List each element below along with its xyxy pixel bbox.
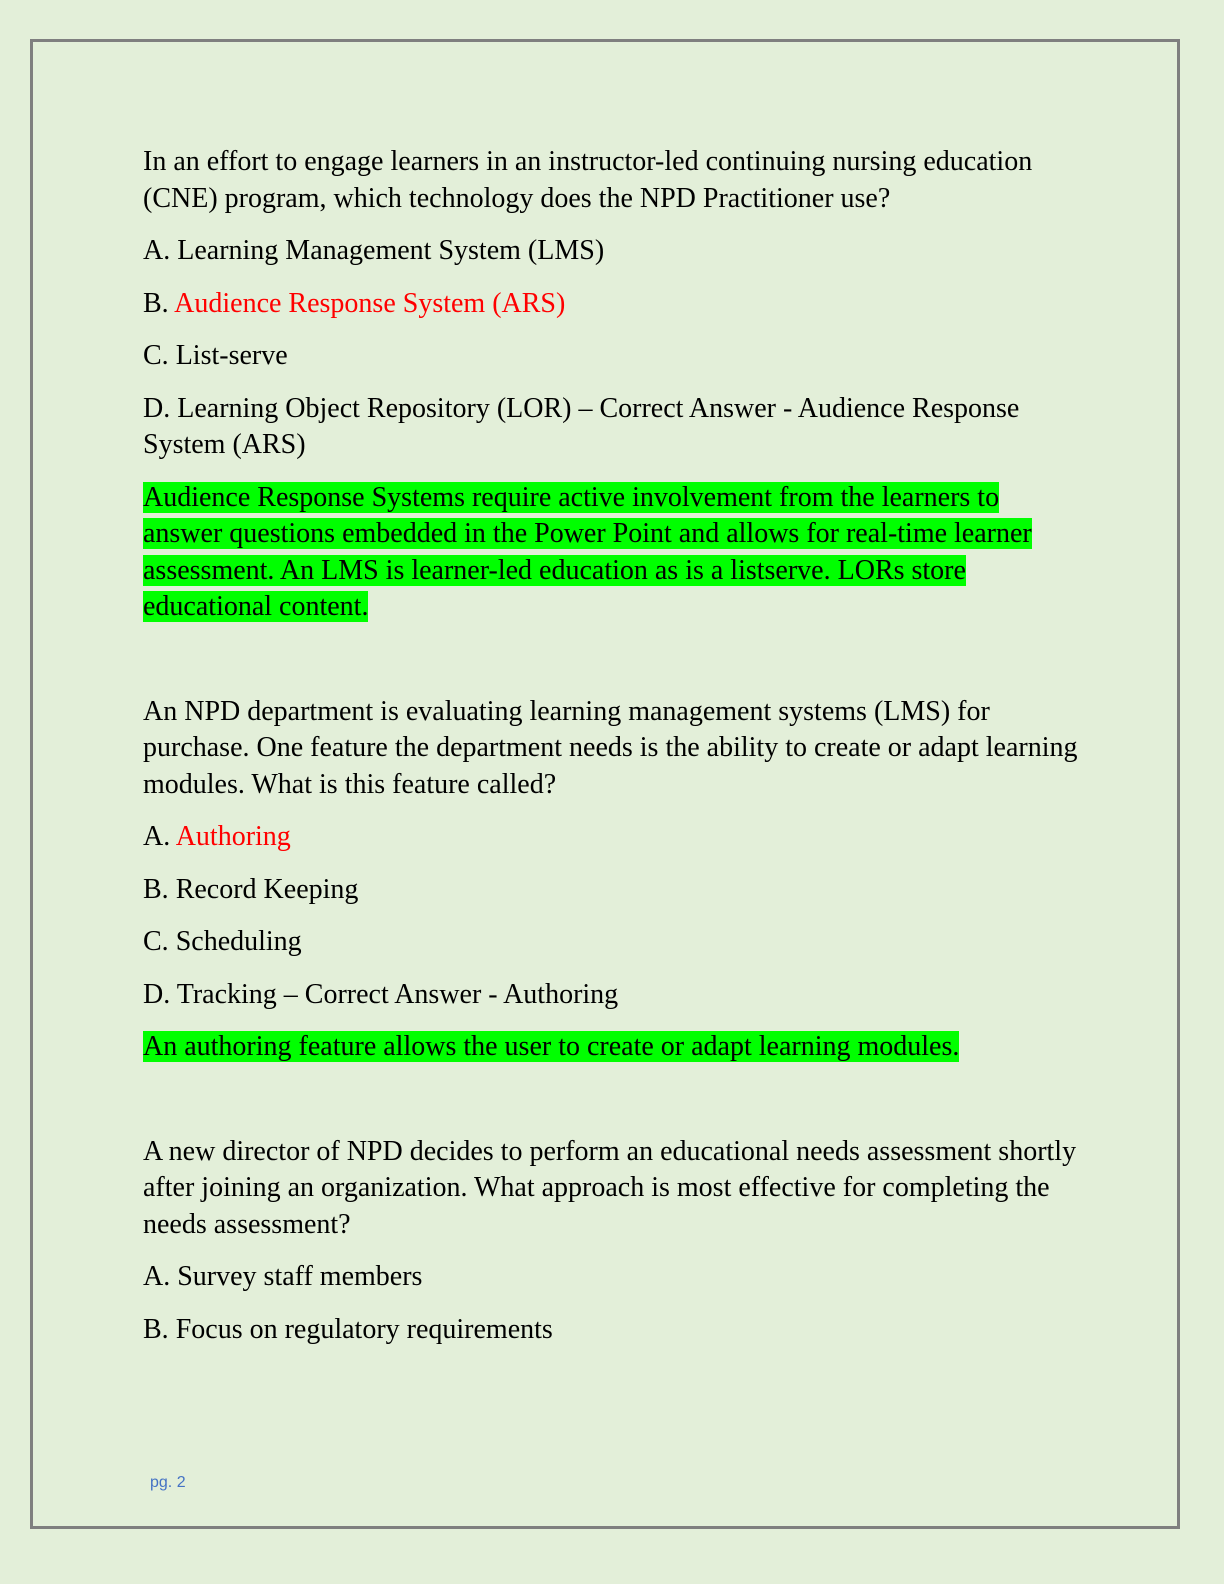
- option-text: Record Keeping: [175, 873, 359, 905]
- option-text: Survey staff members: [177, 1261, 423, 1292]
- page-number: pg. 2: [150, 1474, 186, 1491]
- option-text: Scheduling: [175, 926, 302, 957]
- option-text: Learning Object Repository (LOR) – Correct Answer - Audience Response System (ARS): [143, 392, 1020, 460]
- option-a: [143, 233, 1083, 270]
- spacer: [143, 642, 1083, 694]
- rationale-highlight: An authoring feature allows the user to create or adapt learning modules.: [143, 1031, 960, 1062]
- option-prefix: A.: [143, 235, 178, 266]
- rationale: [143, 480, 1083, 626]
- question-block-2: [143, 694, 1083, 1066]
- option-prefix: B.: [143, 1313, 176, 1345]
- option-text: List-serve: [175, 340, 288, 371]
- question-block-1: [143, 144, 1083, 626]
- question-stem: An NPD department is evaluating learning management systems (LMS) for purchase. One feature the department needs is the ability to create or adapt learning modules. What is this feature called?: [143, 695, 1078, 800]
- option-prefix: C.: [143, 926, 176, 957]
- option-text: Tracking – Correct Answer - Authoring: [176, 978, 619, 1010]
- question-stem: A new director of NPD decides to perform an educational needs assessment shortly after joining an organization. What approach is most effective for completing the needs assessment?: [143, 1135, 1077, 1240]
- document-content: [143, 144, 1083, 1364]
- option-prefix: C.: [143, 340, 176, 371]
- option-a: [143, 1259, 1083, 1296]
- option-prefix: D.: [143, 392, 178, 424]
- option-d: [143, 977, 1083, 1014]
- option-prefix: A.: [143, 821, 176, 852]
- option-b: [143, 872, 1083, 909]
- option-c: [143, 338, 1083, 375]
- option-c: [143, 924, 1083, 961]
- correct-option-text: Audience Response System (ARS): [174, 287, 566, 319]
- rationale-highlight: Audience Response Systems require active involvement from the learners to answer questions embedded in the Power Point and allows for real-time learner assessment. An LMS is learner-led education as is a listserve. LORs store educational content.: [143, 481, 1032, 622]
- correct-option-text: Authoring: [175, 821, 291, 852]
- option-d: [143, 391, 1083, 464]
- option-prefix: A.: [143, 1261, 178, 1292]
- option-prefix: B.: [143, 287, 175, 319]
- question-stem: In an effort to engage learners in an instructor-led continuing nursing education (CNE) program, which technology does the NPD Practitioner use?: [143, 146, 1033, 214]
- spacer: [143, 1082, 1083, 1134]
- rationale: [143, 1029, 1083, 1066]
- option-text: Focus on regulatory requirements: [175, 1313, 553, 1345]
- option-b: [143, 1312, 1083, 1349]
- question-block-3: [143, 1134, 1083, 1349]
- option-prefix: D.: [143, 978, 177, 1010]
- option-text: Learning Management System (LMS): [177, 235, 605, 266]
- option-prefix: B.: [143, 873, 176, 905]
- option-b-correct: [143, 286, 1083, 323]
- option-a-correct: [143, 819, 1083, 856]
